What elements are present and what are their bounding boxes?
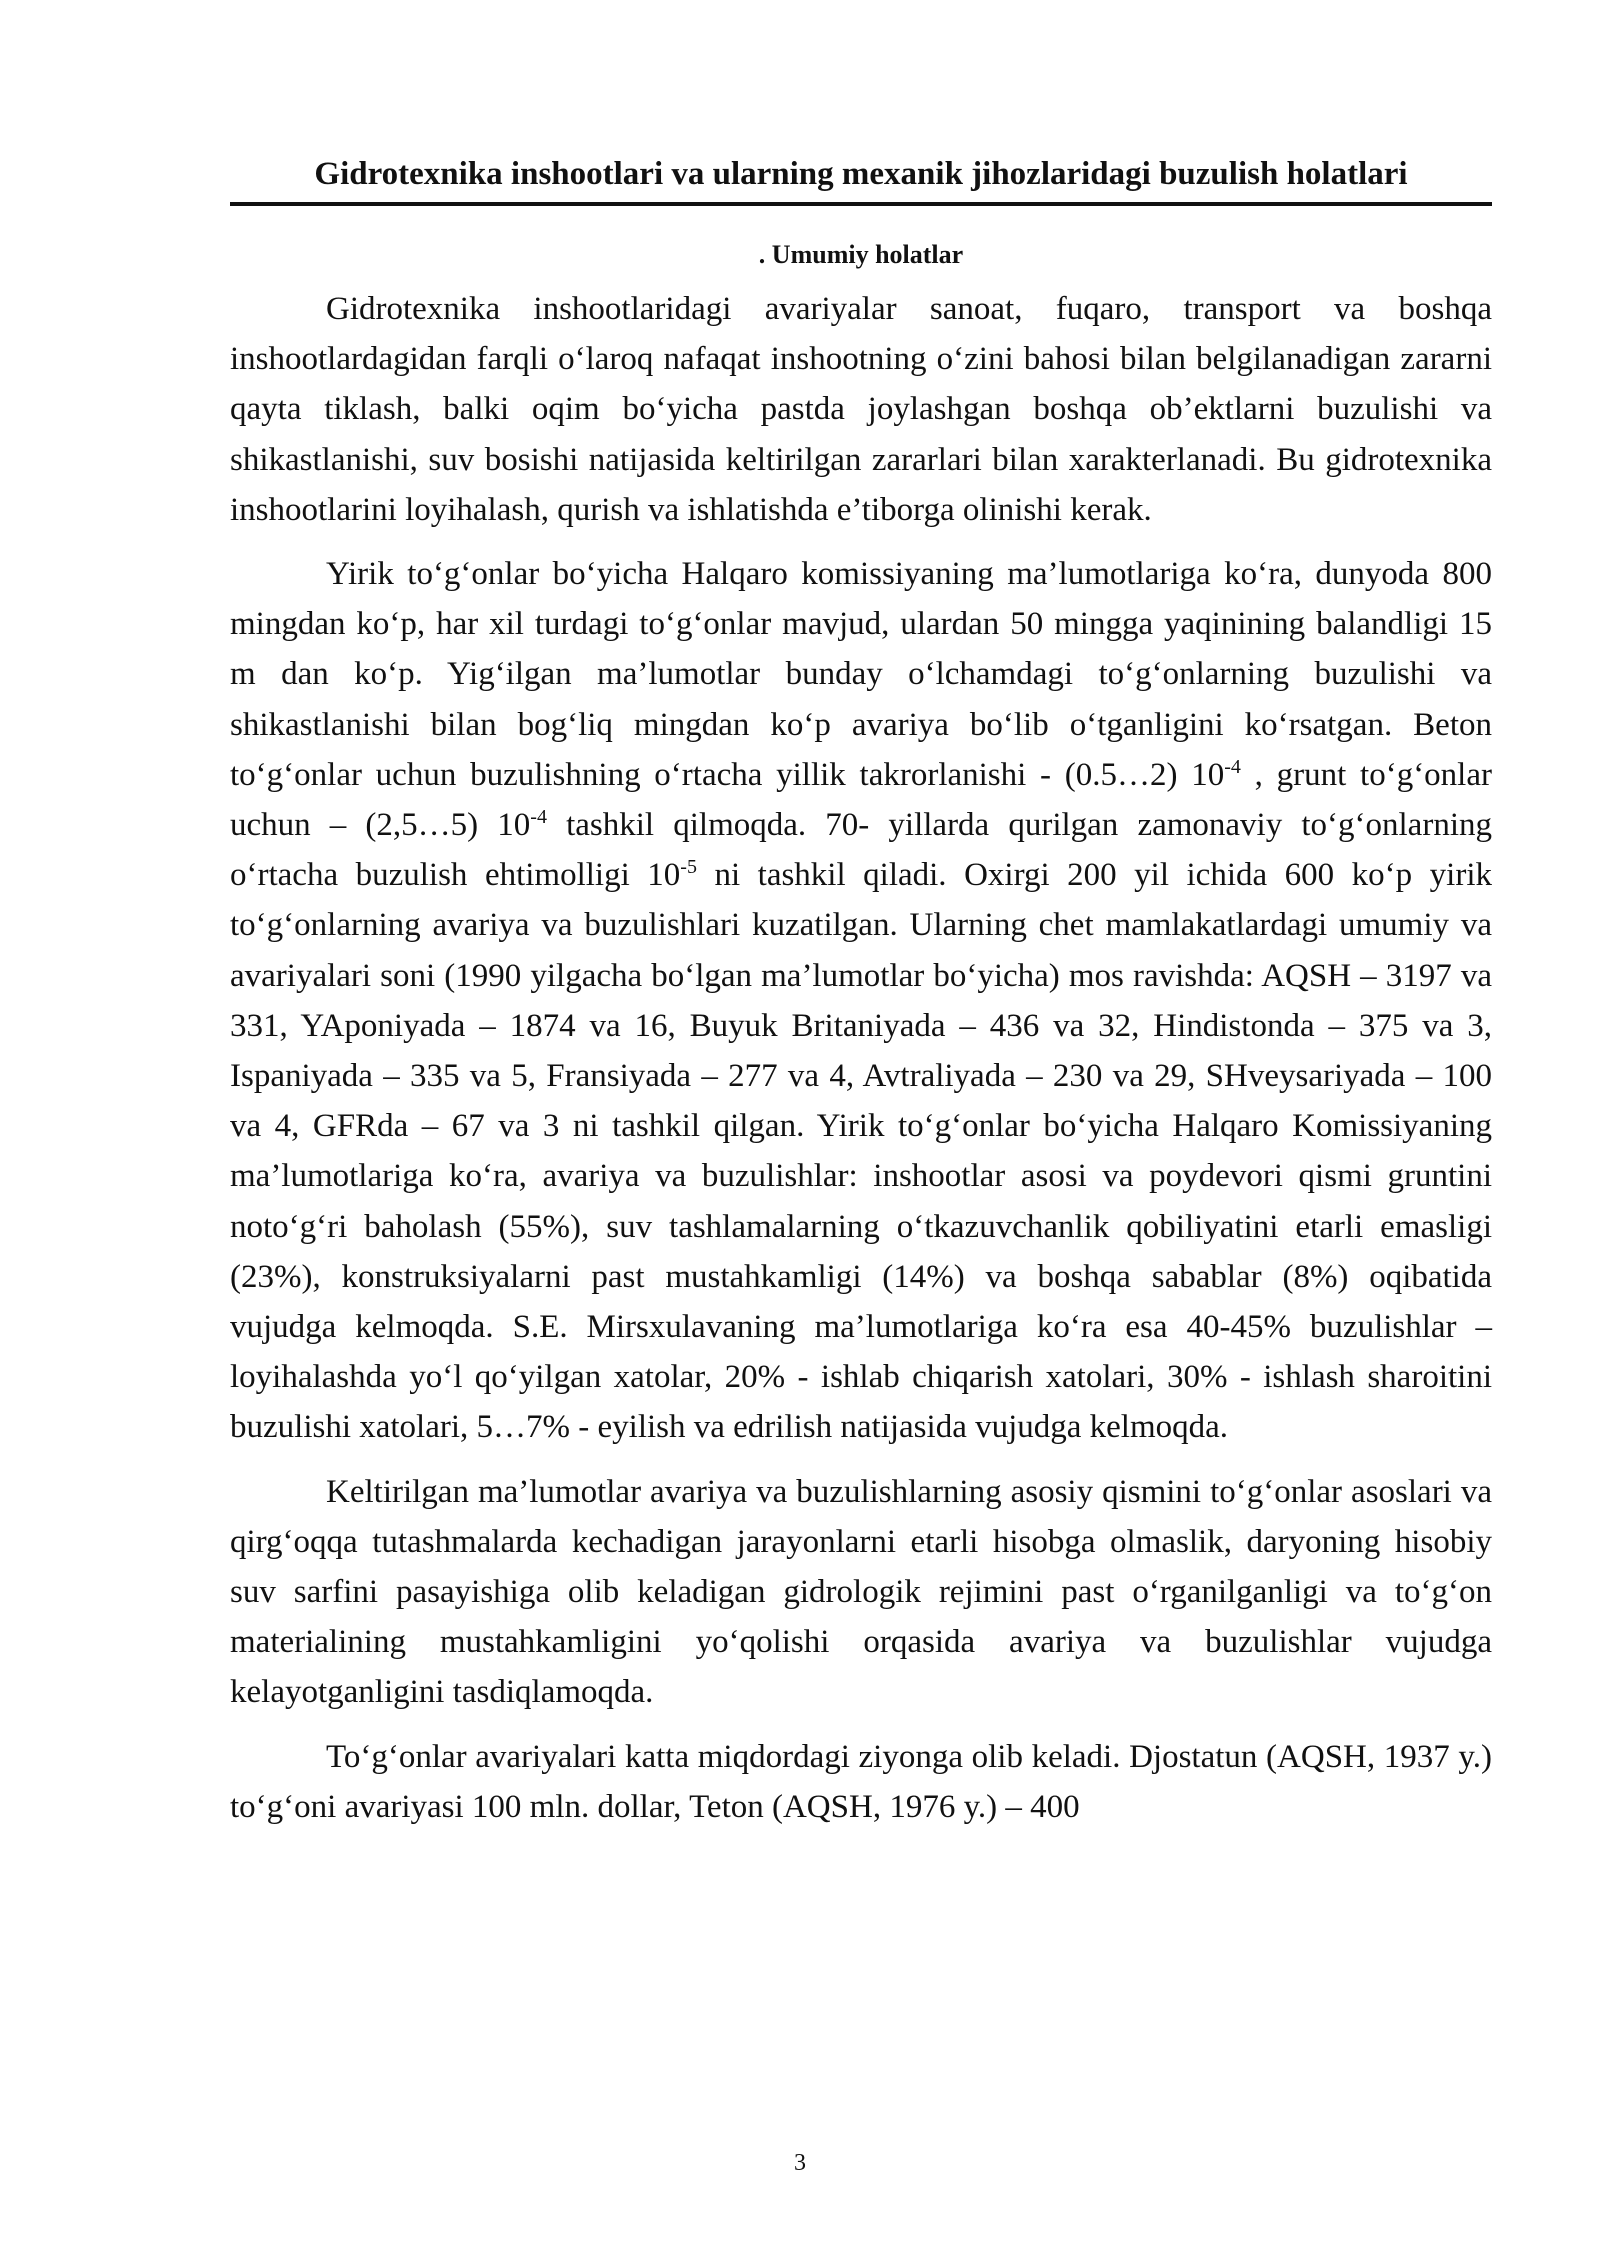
paragraph-2-text-1: Yirik to‘g‘onlar bo‘yicha Halqaro komissiyaning ma’lumotlariga ko‘ra, dunyoda 800 mingdan ko‘p, har xil turdagi to‘g‘onlar mavjud, ulardan 50 mingga yaqinining balandligi 15 m dan ko‘p. Yig‘ilgan ma’lumotlar bunday o‘lchamdagi to‘g‘onlarning buzulishi va shikastlanishi bilan bog‘liq mingdan ko‘p avariya bo‘lib o‘tganligini ko‘rsatgan. Beton to‘g‘onlar uchun buzulishning o‘rtacha yillik takrorlanishi - (0.5…2) 10 (230, 556, 1492, 793)
section-heading: . Umumiy holatlar (758, 240, 964, 269)
paragraph-2 (230, 549, 1492, 1453)
page-number: 3 (794, 2150, 806, 2176)
exponent-3: -5 (680, 856, 697, 879)
title-divider (230, 202, 1492, 206)
document-title: Gidrotexnika inshootlari va ularning mexanik jihozlaridagi buzulish holatlari (314, 156, 1408, 192)
paragraph-2-text-3: tashkil qilmoqda. 70- yillarda qurilgan zamonaviy to‘g‘onlarning o‘rtacha buzulish ehtimolligi 10 (230, 807, 1492, 894)
paragraph-2-text-2: , grunt to‘g‘onlar uchun – (2,5…5) 10 (230, 756, 1492, 844)
paragraph-3: Keltirilgan ma’lumotlar avariya va buzulishlarning asosiy qismini to‘g‘onlar asoslari va qirg‘oqqa tutashmalarda kechadigan jarayonlarni etarli hisobga olmaslik, daryoning hisobiy suv sarfini pasayishiga olib keladigan gidrologik rejimini past o‘rganilganligi va to‘g‘on materialining mustahkamligini yo‘qolishi orqasida avariya va buzulishlar vujudga kelayotganligini tasdiqlamoqda. (230, 1473, 1492, 1711)
document-page (230, 150, 1492, 1846)
exponent-1: -4 (1224, 755, 1241, 778)
paragraph-1: Gidrotexnika inshootlaridagi avariyalar sanoat, fuqaro, transport va boshqa inshootlardagidan farqli o‘laroq nafaqat inshootning o‘zini bahosi bilan belgilanadigan zararni qayta tiklash, balki oqim bo‘yicha pastda joylashgan boshqa ob’ektlarni buzulishi va shikastlanishi, suv bosishi natijasida keltirilgan zararlari bilan xarakterlanadi. Bu gidrotexnika inshootlarini loyihalash, qurish va ishlatishda e’tiborga olinishi kerak. (230, 291, 1492, 528)
paragraph-2-text-4: ni tashkil qiladi. Oxirgi 200 yil ichida 600 ko‘p yirik to‘g‘onlarning avariya va buzulishlari kuzatilgan. Ularning chet mamlakatlardagi umumiy va avariyalari soni (1990 yilgacha bo‘lgan ma’lumotlar bo‘yicha) mos ravishda: AQSH – 3197 va 331, YAponiyada – 1874 va 16, Buyuk Britaniyada – 436 va 32, Hindistonda – 375 va 3, Ispaniyada – 335 va 5, Fransiyada – 277 va 4, Avtraliyada – 230 va 29, SHveysariyada – 100 va 4, GFRda – 67 va 3 ni tashkil qilgan. Yirik to‘g‘onlar bo‘yicha Halqaro Komissiyaning ma’lumotlariga ko‘ra, avariya va buzulishlar: inshootlar asosi va poydevori qismi gruntini noto‘g‘ri baholash (55%), suv tashlamalarning o‘tkazuvchanlik qobiliyatini etarli emasligi (23%), konstruksiyalarni past mustahkamligi (14%) va boshqa sabablar (8%) oqibatida vujudga kelmoqda. S.E. Mirsxulavaning ma’lumotlariga ko‘ra esa 40-45% buzulishlar – loyihalashda yo‘l qo‘yilgan xatolar, 20% - ishlab chiqarish xatolari, 30% - ishlash sharoitini buzulishi xatolari, 5…7% - eyilish va edrilish natijasida vujudga kelmoqda. (230, 857, 1492, 1446)
paragraph-4: To‘g‘onlar avariyalari katta miqdordagi ziyonga olib keladi. Djostatun (AQSH, 1937 y.) to‘g‘oni avariyasi 100 mln. dollar, Teton (AQSH, 1976 y.) – 400 (230, 1738, 1492, 1825)
exponent-2: -4 (530, 806, 547, 829)
